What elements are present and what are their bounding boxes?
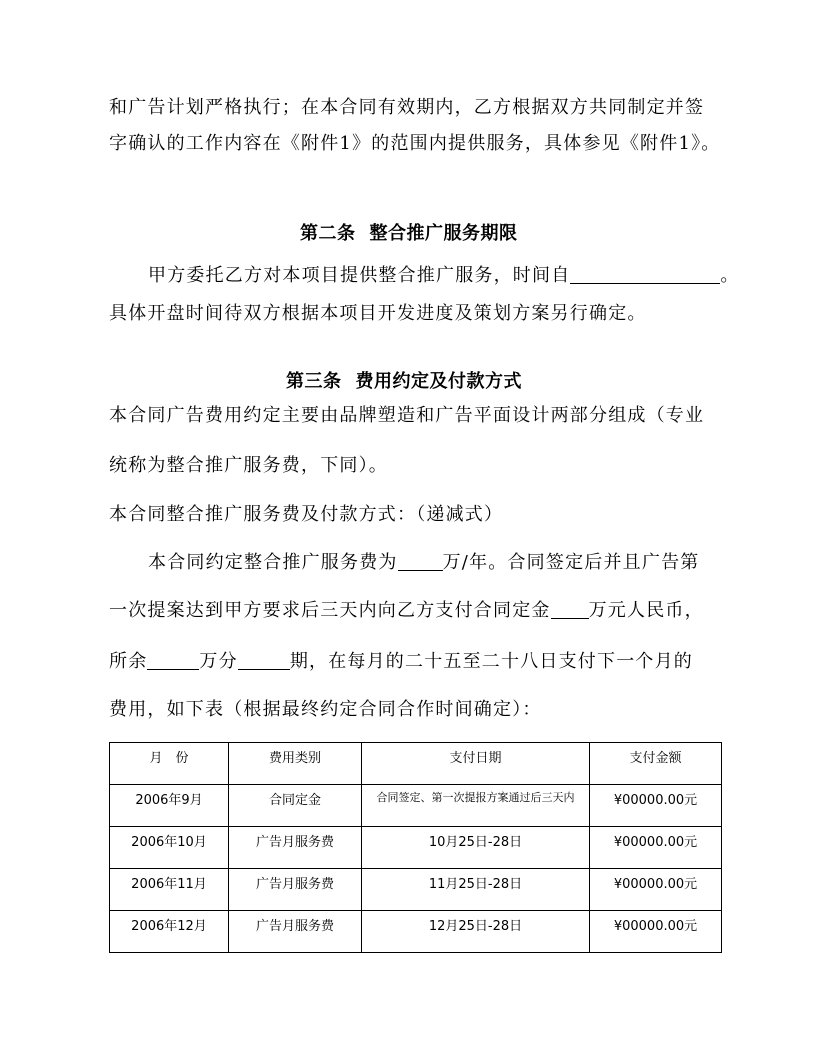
article3-line4-text: 本合同约定整合推广服务费为 bbox=[148, 552, 398, 573]
cell-payment-date: 合同签定、第一次提报方案通过后三天内 bbox=[362, 785, 590, 827]
cell-fee-type: 广告月服务费 bbox=[229, 911, 362, 953]
article3-line1: 本合同广告费用约定主要由品牌塑造和广告平面设计两部分组成（专业 bbox=[109, 405, 705, 426]
article3-line6-mid: 万分 bbox=[199, 651, 238, 672]
article3-heading bbox=[286, 370, 522, 394]
article3-line4 bbox=[148, 551, 699, 575]
article3-line3: 本合同整合推广服务费及付款方式：（递减式） bbox=[109, 504, 504, 525]
article3-number: 第三条 bbox=[286, 371, 342, 392]
cell-fee-type: 合同定金 bbox=[229, 785, 362, 827]
article2-title: 整合推广服务期限 bbox=[369, 223, 518, 244]
article2-line1-text: 甲方委托乙方对本项目提供整合推广服务，时间自 bbox=[148, 265, 571, 286]
header-fee-type: 费用类别 bbox=[229, 743, 362, 785]
cell-payment-amount: ¥00000.00元 bbox=[590, 911, 722, 953]
article2-heading bbox=[300, 222, 518, 246]
table-row bbox=[110, 869, 722, 911]
cell-payment-amount: ¥00000.00元 bbox=[590, 785, 722, 827]
deposit-blank bbox=[551, 600, 589, 619]
header-payment-date: 支付日期 bbox=[362, 743, 590, 785]
cell-payment-date: 12月25日-28日 bbox=[362, 911, 590, 953]
para1-line1: 和广告计划严格执行；在本合同有效期内，乙方根据双方共同制定并签 bbox=[109, 97, 705, 118]
cell-month: 2006年9月 bbox=[110, 785, 229, 827]
article2-line1 bbox=[148, 264, 740, 288]
table-row bbox=[110, 785, 722, 827]
article3-line4-rest: 万/年。合同签定后并且广告第 bbox=[442, 552, 700, 573]
article2-line2: 具体开盘时间待双方根据本项目开发进度及策划方案另行确定。 bbox=[109, 303, 647, 324]
cell-fee-type: 广告月服务费 bbox=[229, 869, 362, 911]
article3-line6-text: 所余 bbox=[109, 651, 148, 672]
cell-month: 2006年10月 bbox=[110, 827, 229, 869]
table-header-row bbox=[110, 743, 722, 785]
cell-payment-amount: ¥00000.00元 bbox=[590, 869, 722, 911]
article3-line7: 费用，如下表（根据最终约定合同合作时间确定）： bbox=[109, 699, 542, 720]
article3-line5-rest: 万元人民币， bbox=[588, 600, 704, 621]
cell-month: 2006年11月 bbox=[110, 869, 229, 911]
installments-blank bbox=[238, 651, 290, 670]
article3-line5-text: 一次提案达到甲方要求后三天内向乙方支付合同定金 bbox=[109, 600, 551, 621]
cell-payment-date: 10月25日-28日 bbox=[362, 827, 590, 869]
table-row bbox=[110, 827, 722, 869]
article2-line1-end: 。 bbox=[720, 265, 740, 286]
article3-line2: 统称为整合推广服务费，下同）。 bbox=[109, 455, 388, 476]
article3-line6 bbox=[109, 650, 693, 674]
table-row bbox=[110, 911, 722, 953]
payment-schedule-table bbox=[109, 742, 722, 953]
article3-title: 费用约定及付款方式 bbox=[355, 371, 522, 392]
service-start-blank bbox=[570, 265, 720, 284]
remaining-amount-blank bbox=[147, 651, 199, 670]
cell-payment-date: 11月25日-28日 bbox=[362, 869, 590, 911]
cell-payment-amount: ¥00000.00元 bbox=[590, 827, 722, 869]
article3-line6-rest: 期，在每月的二十五至二十八日支付下一个月的 bbox=[289, 651, 694, 672]
article3-line5 bbox=[109, 599, 704, 623]
article2-number: 第二条 bbox=[300, 223, 356, 244]
cell-fee-type: 广告月服务费 bbox=[229, 827, 362, 869]
header-payment-amount: 支付金额 bbox=[590, 743, 722, 785]
cell-month: 2006年12月 bbox=[110, 911, 229, 953]
para1-line2: 字确认的工作内容在《附件1》的范围内提供服务，具体参见《附件1》。 bbox=[109, 133, 721, 154]
header-month: 月 份 bbox=[110, 743, 229, 785]
annual-fee-blank bbox=[398, 552, 443, 571]
